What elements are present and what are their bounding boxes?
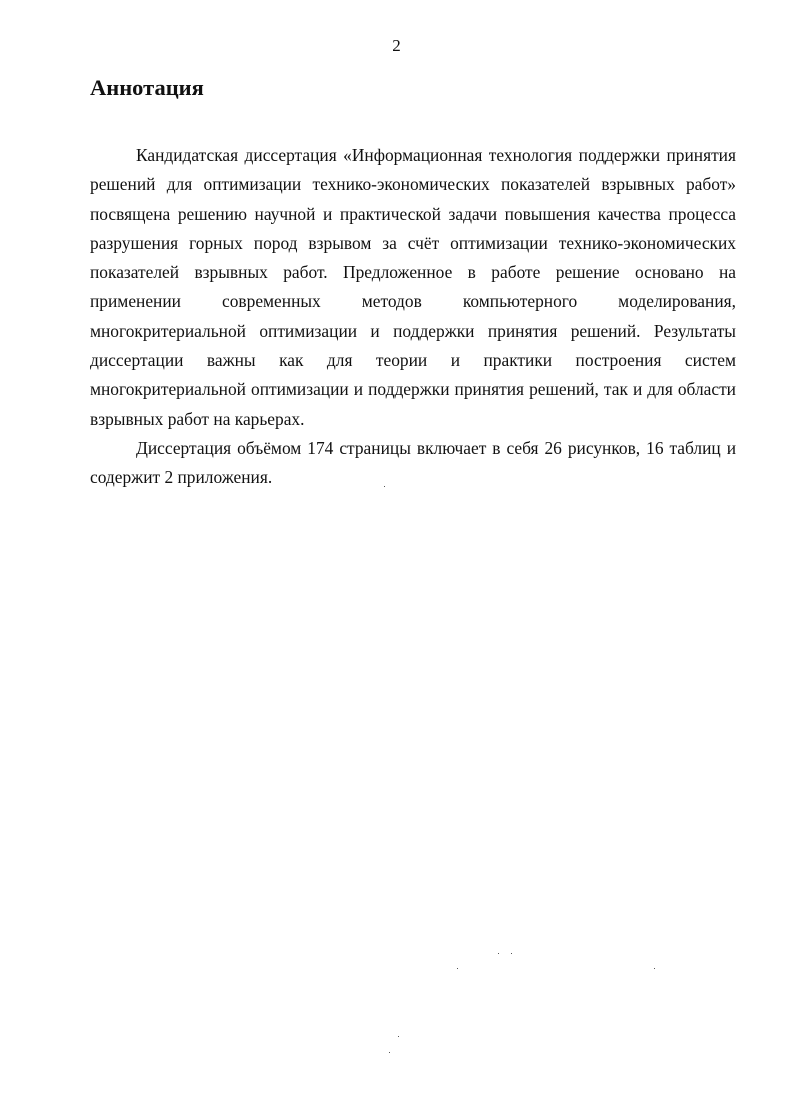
- annotation-paragraph-1: Кандидатская диссертация «Информационная технология поддержки принятия решений для оптимизации технико-экономических показателей взрывных работ» посвящена решению научной и практической задачи повышения качества процесса разрушения горных пород взрывом за счёт оптимизации технико-экономических показателей взрывных работ. Предложенное в работе решение основано на применении современных методов компьютерного моделирования, многокритериальной оптимизации и поддержки принятия решений. Результаты диссертации важны как для теории и практики построения систем многокритериальной оптимизации и поддержки принятия решений, так и для области взрывных работ на карьерах.: [90, 145, 736, 429]
- annotation-heading: Аннотация: [90, 75, 204, 100]
- page-number: 2: [392, 36, 401, 55]
- annotation-paragraph-2: Диссертация объёмом 174 страницы включает в себя 26 рисунков, 16 таблиц и содержит 2 приложения.: [90, 437, 736, 488]
- scan-speck: [654, 968, 655, 969]
- annotation-body: [90, 141, 736, 493]
- scan-speck: [384, 486, 385, 487]
- scan-speck: [398, 1036, 399, 1037]
- scan-speck: [511, 953, 512, 954]
- scan-speck: [457, 968, 458, 969]
- scan-speck: [498, 953, 499, 954]
- scan-speck: [389, 1052, 390, 1053]
